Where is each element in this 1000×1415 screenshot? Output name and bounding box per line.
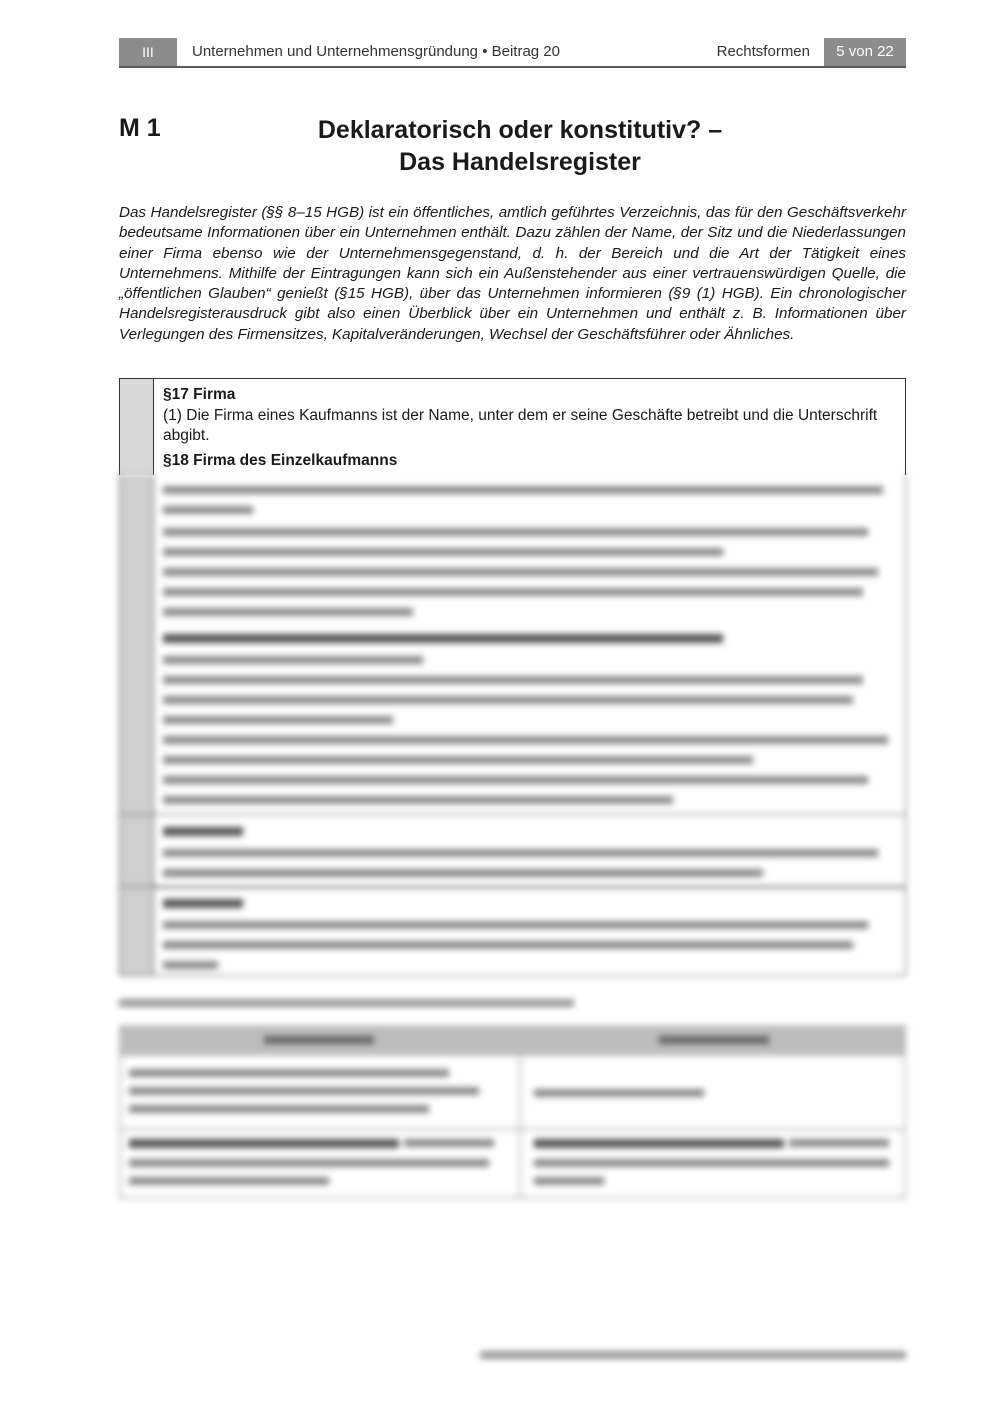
- law-excerpt-box: [119, 378, 906, 976]
- category-badge: III: [119, 38, 177, 66]
- blurred-section-akt: [119, 814, 906, 888]
- series-title: Unternehmen und Unternehmensgründung • Beitrag 20: [192, 43, 560, 60]
- page-number: 5 von 22: [824, 38, 906, 66]
- page-title: [240, 114, 800, 178]
- law-section-hgb-visible: [119, 378, 906, 475]
- blurred-text-lines: [163, 482, 898, 812]
- blurred-table-graphic: [119, 1025, 906, 1199]
- law-text: [163, 385, 893, 471]
- blurred-text-lines: [163, 895, 898, 975]
- blurred-footer: [480, 1348, 906, 1362]
- blurred-law-sections: [119, 474, 906, 976]
- intro-paragraph: Das Handelsregister (§§ 8–15 HGB) ist ein öffentliches, amtlich geführtes Verzeichnis, das für den Geschäftsverkehr bedeutsame Informationen über ein Unternehmen enthält. Dazu zählen der Name, der Sitz und die Niederlassungen einer Firma ebenso wie der Unternehmensgegenstand, d. h. der Bereich und die Art der Tätigkeit eines Unternehmens. Mithilfe der Eintragungen kann sich ein Außenstehender aus einer vertrauenswürdigen Quelle, die „öffentlichen Glauben“ genießt (§15 HGB), über das Unternehmen informieren (§9 (1) HGB). Ein chronologischer Handelsregisterausdruck gibt also einen Überblick über ein Unternehmen und enthält z. B. Informationen über Verlegungen des Firmensitzes, Kapitalveränderungen, Wechsel der Geschäftsführer oder Ähnliches.: [119, 204, 906, 343]
- blurred-side-tab: [120, 474, 154, 814]
- title-line-2: Das Handelsregister: [399, 148, 641, 176]
- page-header: [119, 38, 906, 66]
- material-label: M 1: [119, 114, 161, 142]
- s18-heading: §18 Firma des Einzelkaufmanns: [163, 451, 398, 469]
- blurred-section-gmbh: [119, 886, 906, 976]
- blurred-text-lines: [163, 823, 898, 883]
- header-rule: [119, 66, 906, 68]
- s17-text: (1) Die Firma eines Kaufmanns ist der Name, unter dem er seine Geschäfte betreibt und die Unterschrift abgibt.: [163, 406, 878, 444]
- topic-label: Rechtsformen: [716, 43, 810, 60]
- blurred-section-hgb: [119, 474, 906, 815]
- law-side-tab: [120, 379, 154, 475]
- blurred-sub-intro: [119, 996, 579, 1010]
- blurred-side-tab: [120, 815, 154, 887]
- s17-heading: §17 Firma: [163, 386, 236, 403]
- title-line-1: Deklaratorisch oder konstitutiv? –: [317, 116, 723, 144]
- blurred-side-tab: [120, 887, 154, 975]
- blurred-divisions-table: [119, 1025, 906, 1199]
